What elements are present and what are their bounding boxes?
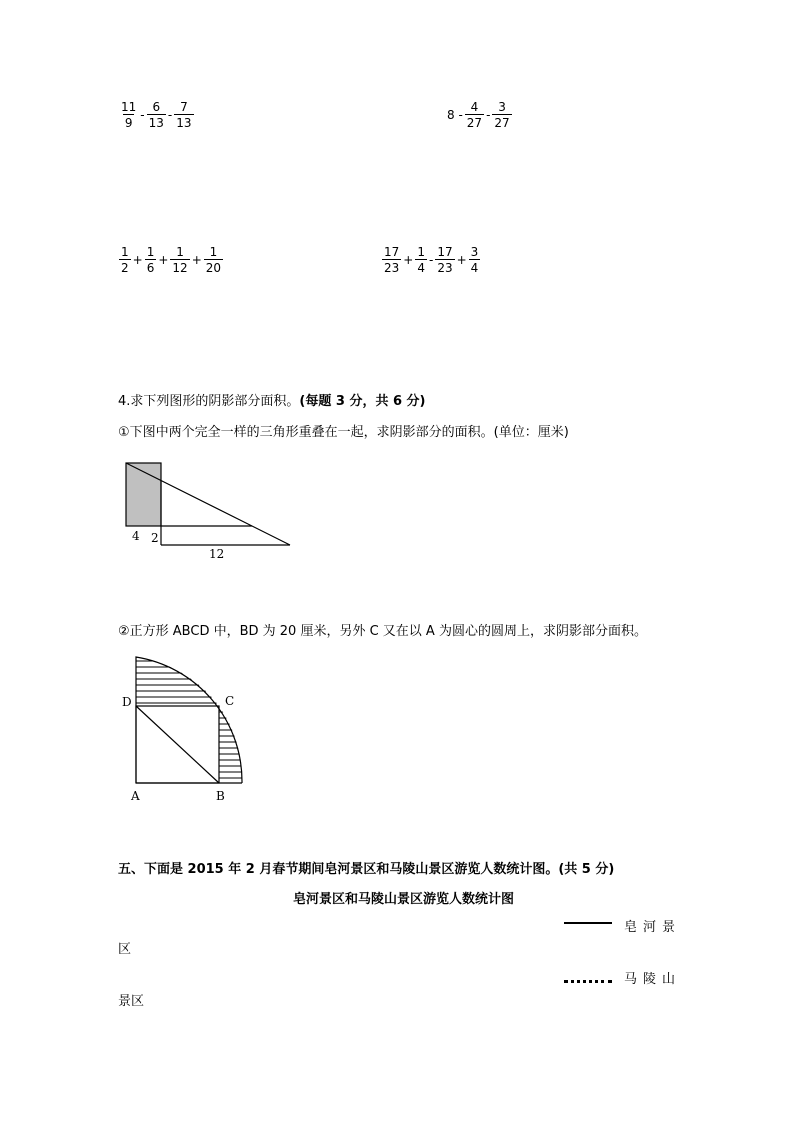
legend-solid-line bbox=[564, 922, 612, 924]
fraction bbox=[170, 246, 189, 274]
fraction bbox=[119, 101, 138, 129]
figure1-label-2: 2 bbox=[151, 531, 159, 545]
denominator: 2 bbox=[121, 261, 129, 275]
legend-dotted-line bbox=[564, 980, 612, 983]
question-4-sub1: ①下图中两个完全一样的三角形重叠在一起，求阴影部分的面积。(单位：厘米) bbox=[118, 425, 569, 440]
fraction bbox=[119, 246, 131, 274]
operator: - bbox=[167, 108, 173, 122]
question-5-title: 五、下面是 2015 年 2 月春节期间皂河景区和马陵山景区游览人数统计图。(共 5 分) bbox=[118, 862, 615, 877]
denominator: 27 bbox=[494, 116, 510, 130]
numerator: 1 bbox=[121, 245, 129, 259]
denominator: 20 bbox=[205, 261, 222, 275]
fraction bbox=[382, 246, 401, 274]
expression-1 bbox=[118, 101, 195, 129]
chart-title: 皂河景区和马陵山景区游览人数统计图 bbox=[293, 892, 515, 907]
question-4-sub2: ②正方形 ABCD 中，BD 为 20 厘米，另外 C 又在以 A 为圆心的圆周上，求阴影部分面积。 bbox=[118, 624, 647, 639]
question-4-title-text: 4.求下列图形的阴影部分面积。 bbox=[118, 394, 300, 409]
legend-label-malingshan-line1: 马陵山 bbox=[624, 972, 682, 987]
expression-2 bbox=[446, 101, 513, 129]
fraction bbox=[492, 101, 511, 129]
fraction bbox=[469, 246, 481, 274]
legend-label-malingshan-line2: 景区 bbox=[118, 994, 145, 1009]
operator: + bbox=[158, 253, 169, 267]
figure2-label-d: D bbox=[122, 695, 132, 709]
numerator: 1 bbox=[146, 245, 155, 259]
numerator: 6 bbox=[152, 100, 161, 114]
operator: - bbox=[486, 108, 491, 122]
numerator: 7 bbox=[180, 100, 188, 114]
figure1-label-12: 12 bbox=[209, 547, 225, 561]
figure-triangles bbox=[120, 456, 320, 566]
operator: 8 - bbox=[447, 108, 463, 122]
figure2-label-b: B bbox=[216, 789, 225, 803]
numerator: 1 bbox=[176, 245, 184, 259]
fraction bbox=[147, 101, 166, 129]
denominator: 27 bbox=[466, 116, 483, 130]
legend-label-zaohe-line2: 区 bbox=[118, 942, 132, 957]
numerator: 3 bbox=[470, 245, 479, 259]
legend-label-zaohe-line1: 皂河景 bbox=[624, 920, 682, 935]
numerator: 1 bbox=[209, 245, 218, 259]
operator: - bbox=[140, 108, 145, 122]
denominator: 9 bbox=[124, 116, 133, 130]
question-4-title bbox=[118, 390, 425, 409]
numerator: 1 bbox=[417, 245, 425, 259]
figure1-label-4: 4 bbox=[132, 529, 140, 543]
numerator: 3 bbox=[498, 100, 506, 114]
fraction bbox=[415, 246, 427, 274]
denominator: 13 bbox=[148, 116, 164, 130]
operator: + bbox=[456, 253, 467, 267]
fraction bbox=[174, 101, 193, 129]
operator: + bbox=[403, 253, 414, 267]
denominator: 6 bbox=[146, 261, 155, 275]
numerator: 4 bbox=[470, 100, 479, 114]
numerator: 17 bbox=[384, 245, 400, 259]
denominator: 4 bbox=[417, 261, 425, 275]
denominator: 23 bbox=[437, 261, 453, 275]
operator: - bbox=[428, 253, 434, 267]
numerator: 17 bbox=[437, 245, 453, 259]
numerator: 11 bbox=[121, 100, 137, 114]
expression-3 bbox=[118, 246, 224, 274]
fraction bbox=[204, 246, 223, 274]
operator: + bbox=[191, 253, 202, 267]
fraction bbox=[465, 101, 484, 129]
figure2-label-c: C bbox=[225, 694, 235, 708]
figure-square-quarter-circle bbox=[118, 650, 278, 810]
denominator: 23 bbox=[384, 261, 400, 275]
expression-4 bbox=[381, 246, 481, 274]
denominator: 13 bbox=[176, 116, 192, 130]
denominator: 4 bbox=[470, 261, 479, 275]
operator: + bbox=[132, 253, 143, 267]
figure2-label-a: A bbox=[131, 789, 140, 803]
fraction bbox=[145, 246, 157, 274]
fraction bbox=[435, 246, 454, 274]
question-4-score: (每题 3 分，共 6 分) bbox=[299, 394, 426, 409]
denominator: 12 bbox=[172, 261, 188, 275]
